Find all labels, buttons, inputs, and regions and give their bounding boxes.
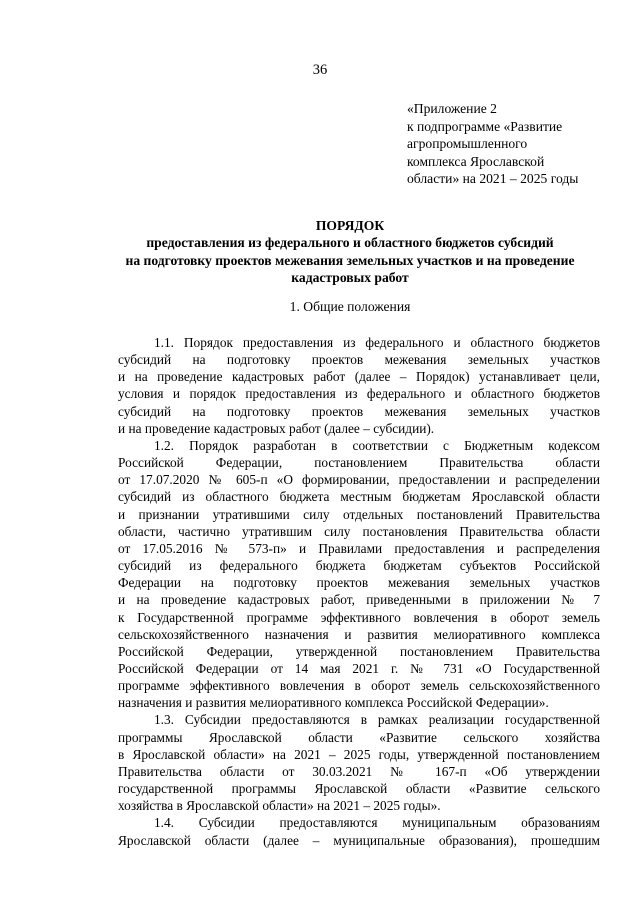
title-heading: ПОРЯДОК bbox=[315, 218, 385, 233]
title-subtitle-line: предоставления из федерального и областного бюджетов субсидий bbox=[146, 235, 554, 251]
paragraph-1-3 bbox=[118, 711, 600, 814]
text-line: Российской Федерации от 14 мая 2021 г. № 731 «О Государственной bbox=[118, 660, 600, 676]
appendix-line: «Приложение 2 bbox=[407, 101, 497, 116]
text-line: в Ярославской области» на 2021 – 2025 годы, утвержденной постановлением bbox=[118, 746, 600, 762]
paragraph-1-2 bbox=[118, 437, 600, 712]
document-body bbox=[118, 334, 600, 849]
text-line: Ярославской области (далее – муниципальные образования), прошедшим bbox=[118, 832, 600, 848]
title-subtitle-line: на подготовку проектов межевания земельных участков и на проведение bbox=[125, 252, 575, 268]
text-line: 1.1. Порядок предоставления из федерального и областного бюджетов bbox=[154, 335, 600, 350]
text-line: 1.2. Порядок разработан в соответствии с Бюджетным кодексом bbox=[154, 437, 600, 453]
text-line: сельскохозяйственного назначения и развития мелиоративного комплекса bbox=[118, 626, 600, 642]
text-line: от 17.05.2016 № 573-п» и Правилами предоставления и распределения bbox=[118, 540, 600, 556]
text-line: Федерации на подготовку проектов межевания земельных участков bbox=[118, 575, 600, 591]
text-line: и на проведение кадастровых работ (далее – Порядок) устанавливает цели, bbox=[118, 369, 600, 385]
section-heading: 1. Общие положения bbox=[289, 299, 411, 314]
text-line: Правительства области от 30.03.2021 № 167-п «Об утверждении bbox=[118, 763, 600, 779]
paragraph-1-1 bbox=[118, 334, 600, 437]
appendix-line: агропромышленного bbox=[407, 136, 528, 152]
appendix-line: области» на 2021 – 2025 годы bbox=[407, 171, 579, 187]
text-line: хозяйства в Ярославской области» на 2021 – 2025 годы». bbox=[118, 798, 441, 814]
text-line: области, частично утратившим силу постановления Правительства области bbox=[118, 523, 600, 539]
text-line: к Государственной программе эффективного вовлечения в оборот земель bbox=[118, 609, 600, 625]
text-line: 1.4. Субсидии предоставляются муниципальным образованиям bbox=[154, 815, 600, 831]
text-line: субсидий на подготовку проектов межевания земельных участков bbox=[118, 403, 600, 419]
text-line: от 17.07.2020 № 605-п «О формировании, предоставлении и распределении bbox=[118, 472, 600, 488]
text-line: условия и порядок предоставления из федерального и областного бюджетов bbox=[118, 386, 600, 402]
appendix-note bbox=[407, 100, 607, 188]
text-line: субсидий из областного бюджета местным бюджетам Ярославской области bbox=[118, 489, 600, 505]
document-title bbox=[100, 217, 600, 287]
text-line: назначения и развития мелиоративного комплекса Российской Федерации». bbox=[118, 695, 549, 711]
text-line: и на проведение кадастровых работ, приведенными в приложении № 7 bbox=[118, 592, 600, 608]
text-line: программе эффективного вовлечения в оборот земель сельскохозяйственного bbox=[118, 678, 600, 694]
appendix-line: к подпрограмме «Развитие bbox=[407, 118, 563, 134]
text-line: 1.3. Субсидии предоставляются в рамках реализации государственной bbox=[154, 712, 600, 728]
page-number: 36 bbox=[312, 62, 328, 78]
text-line: программы Ярославской области «Развитие сельского хозяйства bbox=[118, 729, 600, 745]
paragraph-1-4 bbox=[118, 814, 600, 848]
text-line: Российской Федерации, постановлением Правительства области bbox=[118, 455, 600, 471]
text-line: и на проведение кадастровых работ (далее – субсидии). bbox=[118, 420, 435, 436]
appendix-line: комплекса Ярославской bbox=[407, 153, 545, 169]
text-line: Российской Федерации, утвержденной постановлением Правительства bbox=[118, 643, 600, 659]
text-line: государственной программы Ярославской области «Развитие сельского bbox=[118, 781, 600, 797]
text-line: субсидий на подготовку проектов межевания земельных участков bbox=[118, 352, 600, 368]
text-line: субсидий из федерального бюджета бюджетам субъектов Российской bbox=[118, 558, 600, 574]
text-line: и признании утратившими силу отдельных постановлений Правительства bbox=[118, 506, 600, 522]
title-subtitle-line: кадастровых работ bbox=[291, 270, 409, 286]
